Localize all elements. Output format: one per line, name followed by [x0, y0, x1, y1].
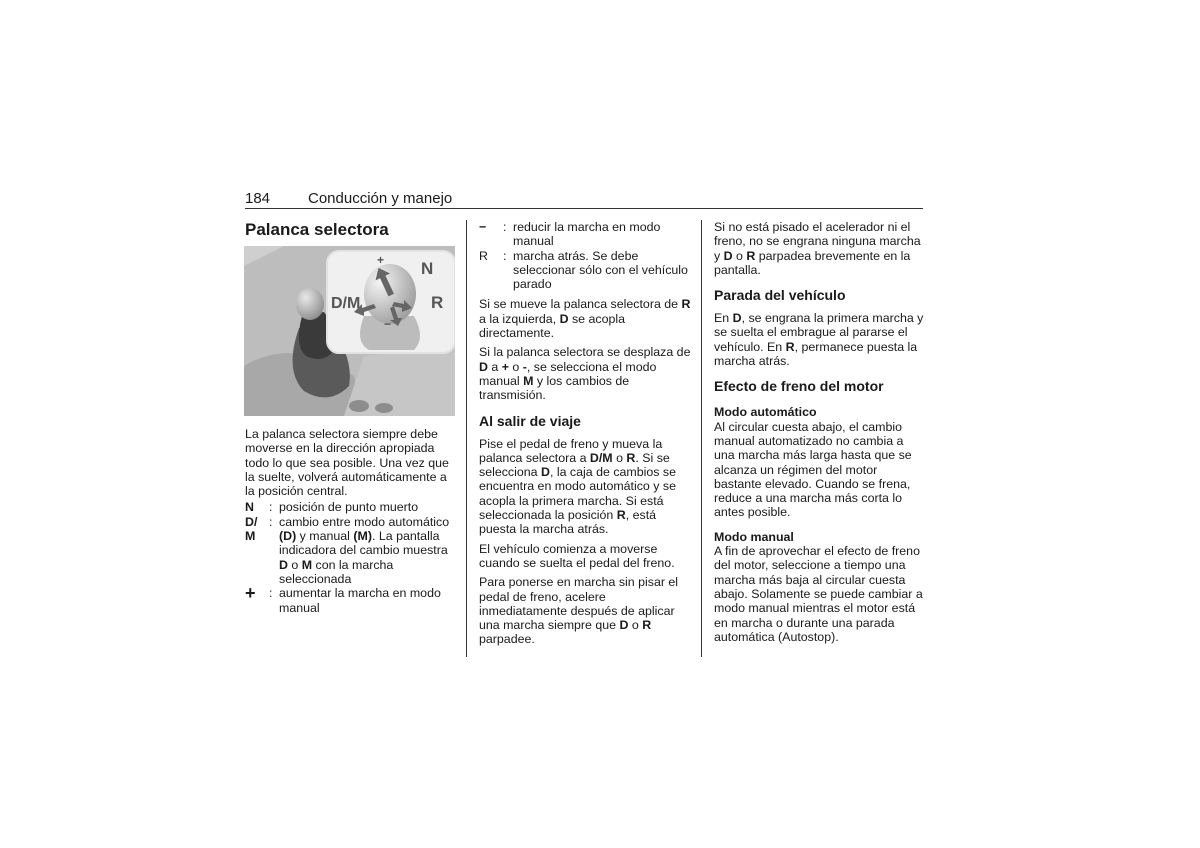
sep: :: [269, 500, 273, 515]
term-r: R: [479, 248, 488, 263]
column-divider-2: [701, 220, 702, 657]
desc-n: posición de punto muerto: [279, 500, 419, 515]
position-list-cont: [479, 220, 691, 291]
paragraph: A fin de aprovechar el efecto de freno del motor, seleccione a tiempo una marcha más baja al circular cuesta abajo. Solamente se puede cambiar a modo manual mientras el motor está en marcha o durante una parada automática (Autostop).: [714, 544, 923, 644]
term-minus: −: [479, 220, 487, 234]
chapter-title: Conducción y manejo: [308, 190, 453, 207]
column-1-text: [245, 427, 457, 615]
paragraph: En D, se engrana la primera marcha y se suelta el embrague al pararse el vehículo. En R, permanece puesta la marcha atrás.: [714, 311, 924, 369]
gear-shifter-illustration: [244, 246, 455, 416]
desc-minus: reducir la marcha en modo manual: [513, 220, 661, 249]
header-rule: [245, 208, 923, 209]
column-1: [245, 220, 457, 240]
r-label: R: [431, 293, 444, 312]
n-label: N: [421, 259, 434, 278]
term-dm: D/ M: [245, 514, 258, 544]
column-divider-1: [466, 220, 467, 657]
column-3: [714, 220, 926, 649]
desc-r: marcha atrás. Se debe seleccionar sólo con el vehículo parado: [513, 248, 688, 292]
paragraph: Para ponerse en marcha sin pisar el pedal de freno, acelere inmediatamente después de aplicar una marcha siempre que D o R parpadee.: [479, 575, 679, 647]
desc-dm: cambio entre modo automático (D) y manual (M). La pantalla indicadora del cambio muestra D o M con la marcha seleccionada: [279, 514, 450, 586]
paragraph: Si la palanca selectora se desplaza de D a + o -, se selecciona el modo manual M y los cambios de transmisión.: [479, 345, 691, 403]
page-number: 184: [245, 190, 271, 207]
paragraph: El vehículo comienza a moverse cuando se suelta el pedal del freno.: [479, 541, 675, 570]
subhead-salir: Al salir de viaje: [479, 412, 581, 429]
dm-label: D/M: [331, 295, 361, 312]
intro-paragraph: La palanca selectora siempre debe moverse en la dirección apropiada todo lo que sea posible. Una vez que la suelte, volverá automáticamente a la posición central.: [245, 427, 449, 499]
desc-plus: aumentar la marcha en modo manual: [279, 586, 441, 615]
gear-selector-figure: [244, 246, 455, 416]
sep: :: [503, 248, 507, 263]
subhead-parada: Parada del vehículo: [714, 287, 846, 304]
section-title: Palanca selectora: [245, 220, 389, 239]
paragraph: Pise el pedal de freno y mueva la palanca selectora a D/M o R. Si se selecciona D, la caja de cambios se encuentra en modo automático y se acopla la primera marcha. Si está seleccionada la posición R, está puesta la marcha atrás.: [479, 436, 676, 537]
position-list: [245, 500, 457, 614]
subhead-freno: Efecto de freno del motor: [714, 378, 884, 395]
sep: :: [269, 514, 273, 529]
minus-label: −: [384, 317, 392, 331]
column-2: [479, 220, 691, 652]
paragraph: Al circular cuesta abajo, el cambio manual automatizado no cambia a una marcha más larga hasta que se alcanza un régimen del motor bastante elevado. Cuando se frena, reduce a una marcha más corta lo antes posible.: [714, 419, 912, 520]
page-header: [245, 188, 923, 208]
subsub-manual: Modo manual: [714, 529, 794, 544]
sep: :: [269, 586, 273, 601]
term-plus: +: [245, 583, 256, 604]
term-n: N: [245, 500, 254, 515]
subsub-automatico: Modo automático: [714, 405, 817, 420]
plus-label: +: [377, 253, 385, 267]
paragraph: Si no está pisado el acelerador ni el freno, no se engrana ninguna marcha y D o R parpadea brevemente en la pantalla.: [714, 220, 921, 277]
paragraph: Si se mueve la palanca selectora de R a la izquierda, D se acopla directamente.: [479, 297, 691, 341]
sep: :: [503, 220, 507, 234]
